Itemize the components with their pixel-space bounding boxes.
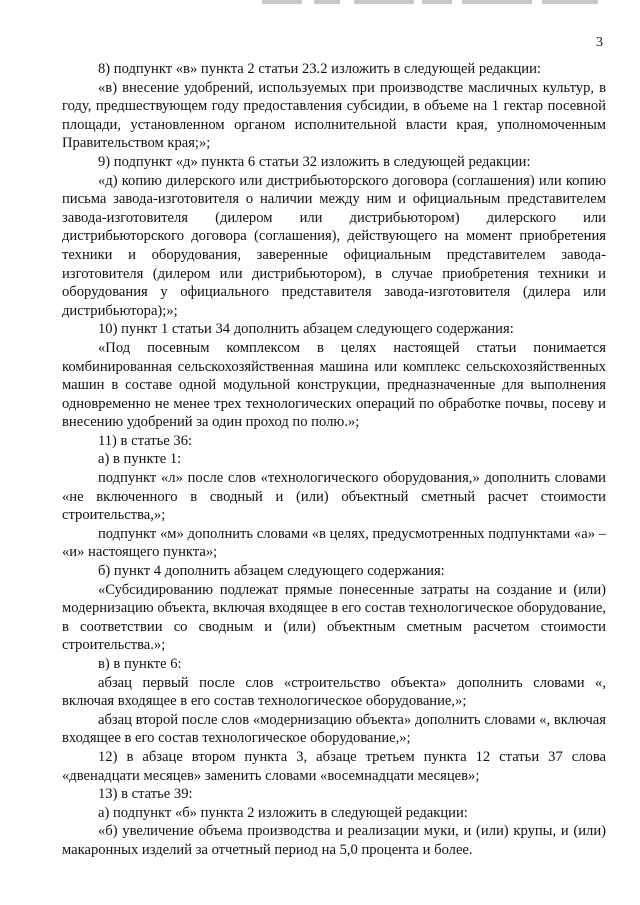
paragraph: абзац первый после слов «строительство объекта» дополнить словами «, включая входящее в его состав технологическое оборудование,»; [62, 674, 606, 710]
paragraph: 12) в абзаце втором пункта 3, абзаце третьем пункта 12 статьи 37 слова «двенадцати месяцев» заменить словами «восемнадцати месяцев»; [62, 748, 606, 784]
paragraph: 11) в статье 36: [98, 432, 193, 449]
paragraph: а) в пункте 1: [98, 451, 182, 468]
paragraph: «в) внесение удобрений, используемых при производстве масличных культур, в году, предшествующем году предоставления субсидии, в объеме на 1 гектар посевной площади, установленном органом исполнительной власти края, уполномоченным Правительством края;»; [62, 79, 606, 152]
paragraph: 10) пункт 1 статьи 34 дополнить абзацем следующего содержания: [98, 321, 514, 338]
paragraph: б) пункт 4 дополнить абзацем следующего содержания: [98, 563, 445, 580]
paragraph: а) подпункт «б» пункта 2 изложить в следующей редакции: [98, 804, 468, 821]
paragraph: «Под посевным комплексом в целях настоящей статьи понимается комбинированная сельскохозяйственная машина или комплекс сельскохозяйственных машин в составе одной модульной конструкции, предназначенные для выполнения одновременно не менее трех технологических операций по обработке почвы, посеву и внесению удобрений за один проход по полю.»; [62, 339, 606, 431]
paragraph: «б) увеличение объема производства и реализации муки, и (или) крупы, и (или) макаронных изделий за отчетный период на 5,0 процента и более. [62, 823, 606, 858]
paragraph: 9) подпункт «д» пункта 6 статьи 32 изложить в следующей редакции: [98, 153, 531, 170]
paragraph: подпункт «л» после слов «технологического оборудования,» дополнить словами «не включенного в сводный и (или) объектный сметный расчет стоимости строительства,»; [62, 470, 606, 524]
paragraph: абзац второй после слов «модернизацию объекта» дополнить словами «, включая входящее в его состав технологическое оборудование,»; [62, 711, 606, 747]
paragraph: 8) подпункт «в» пункта 2 статьи 23.2 изложить в следующей редакции: [98, 61, 541, 77]
paragraph: в) в пункте 6: [98, 656, 182, 672]
paragraph: «д) копию дилерского или дистрибьюторского договора (соглашения) или копию письма завода-изготовителя о наличии между ним и официальным представителем завода-изготовителя (дилером или дистрибьютором) дилерского или дистрибьюторского договора (соглашения), действующего на момент приобретения техники и оборудования, заверенные официальным представителем завода-изготовителя (дилером или дистрибьютором), в случае приобретения техники и оборудования у официального представителя завода-изготовителя (дилера или дистрибьютора);»; [62, 172, 606, 319]
document-body [62, 60, 606, 860]
paragraph: «Субсидированию подлежат прямые понесенные затраты на создание и (или) модернизацию объекта, включая входящее в его состав технологическое оборудование, в соответствии со сводным и (или) объектным сметным расчетом стоимости строительства.»; [62, 581, 607, 654]
page-number: 3 [596, 35, 603, 50]
paragraph: подпункт «м» дополнить словами «в целях, предусмотренных подпунктами «а» – «и» настоящего пункта»; [62, 525, 606, 561]
paragraph: 13) в статье 39: [98, 786, 193, 803]
scan-edge-artifact [262, 0, 602, 6]
